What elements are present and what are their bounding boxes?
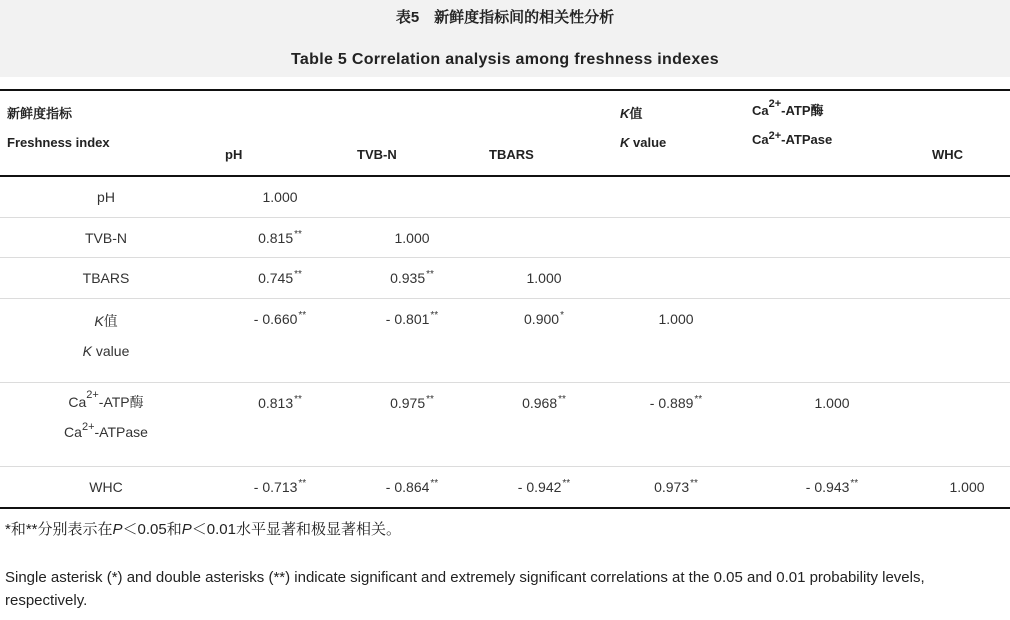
table-cell xyxy=(814,395,849,411)
significance-marker: ** xyxy=(694,394,703,405)
header-index-cn: 新鲜度指标 xyxy=(7,106,73,121)
table-cell xyxy=(254,479,306,495)
footnote-cn-p1: P xyxy=(112,521,123,538)
significance-marker: ** xyxy=(426,394,434,405)
table-cell xyxy=(806,479,858,495)
header-col-ca-cn xyxy=(752,100,824,119)
table-title-cn: 表5 新鲜度指标间的相关性分析 xyxy=(395,9,615,26)
footnote-cn-mid: ＜0.05和 xyxy=(122,521,182,538)
table-cell xyxy=(262,189,297,205)
cell-value: 0.815 xyxy=(258,230,294,246)
cell-value: 0.975 xyxy=(390,395,426,411)
row-label-ca-en-pre: Ca xyxy=(64,424,82,440)
table-cell xyxy=(650,395,702,411)
cell-value: 0.900 xyxy=(524,311,560,327)
row-label-ca-cn xyxy=(68,389,144,412)
row-divider xyxy=(0,217,1010,218)
significance-marker: ** xyxy=(430,310,439,321)
cell-value: - 0.864 xyxy=(385,479,430,495)
table-cell xyxy=(526,270,561,286)
table-title-en: Table 5 Correlation analysis among freshness indexes xyxy=(291,51,719,68)
header-col-ca-cn-pre: Ca xyxy=(752,103,769,118)
cell-value: 1.000 xyxy=(949,479,985,495)
header-col-ph: pH xyxy=(225,147,243,162)
header-col-k-cn-rest: 值 xyxy=(629,106,643,121)
row-label-ca-en-sup: 2+ xyxy=(81,421,95,433)
cell-value: 0.813 xyxy=(258,395,294,411)
row-divider xyxy=(0,257,1010,258)
row-divider xyxy=(0,466,1010,467)
row-label-ph: pH xyxy=(97,189,115,205)
cell-value: - 0.942 xyxy=(517,479,562,495)
footnote-cn-post: ＜0.01水平显著和极显著相关。 xyxy=(191,521,401,538)
row-label-k-en-rest: value xyxy=(91,343,130,359)
significance-marker: ** xyxy=(294,269,302,280)
row-label-k-en-symbol: K xyxy=(82,343,92,359)
cell-value: - 0.801 xyxy=(385,311,430,327)
header-col-k-cn-symbol: K xyxy=(620,106,630,121)
table-title-band xyxy=(0,0,1010,77)
table-cell xyxy=(386,311,438,327)
row-label-tbars: TBARS xyxy=(82,270,130,286)
table-cell xyxy=(522,395,566,411)
footnote-cn-p2: P xyxy=(181,521,192,538)
header-index-en: Freshness index xyxy=(7,135,110,150)
table-header-rule xyxy=(0,175,1010,177)
footnote-en: Single asterisk (*) and double asterisks (**) indicate significant and extremely significant correlations at the 0.05 and 0.01 probability levels, respectively. xyxy=(5,569,925,609)
header-col-k-cn xyxy=(620,103,642,122)
table-cell xyxy=(258,270,302,286)
table-cell xyxy=(654,479,698,495)
header-col-ca-cn-sup: 2+ xyxy=(768,98,782,110)
footnote-cn-pre: *和**分别表示在 xyxy=(5,521,113,538)
row-label-ca-en xyxy=(64,421,148,440)
header-col-whc: WHC xyxy=(932,147,964,162)
header-col-tvbn: TVB-N xyxy=(357,147,397,162)
table-cell xyxy=(254,311,306,327)
header-col-ca-en-sup: 2+ xyxy=(768,130,782,142)
cell-value: 1.000 xyxy=(814,395,850,411)
header-col-k-en-rest: value xyxy=(629,135,667,150)
footnote-cn xyxy=(5,518,401,539)
table-bottom-rule xyxy=(0,507,1010,509)
significance-marker: ** xyxy=(850,478,859,489)
table-cell xyxy=(386,479,438,495)
row-label-ca-cn-sup: 2+ xyxy=(86,389,99,401)
table-cell xyxy=(518,479,570,495)
cell-value: 0.973 xyxy=(654,479,690,495)
cell-value: - 0.943 xyxy=(805,479,850,495)
row-label-ca-cn-pre: Ca xyxy=(68,394,87,410)
significance-marker: ** xyxy=(298,310,307,321)
cell-value: 1.000 xyxy=(394,230,430,246)
table-cell xyxy=(390,395,434,411)
table-cell xyxy=(258,230,302,246)
significance-marker: ** xyxy=(294,229,302,240)
cell-value: 1.000 xyxy=(262,189,298,205)
cell-value: 0.935 xyxy=(390,270,426,286)
cell-value: 1.000 xyxy=(526,270,562,286)
cell-value: 0.968 xyxy=(522,395,558,411)
significance-marker: ** xyxy=(298,478,307,489)
cell-value: - 0.713 xyxy=(253,479,298,495)
table-cell xyxy=(949,479,984,495)
row-label-tvbn: TVB-N xyxy=(85,230,127,246)
row-label-ca-en-post: -ATPase xyxy=(94,424,148,440)
header-col-tbars: TBARS xyxy=(489,147,534,162)
table-top-rule xyxy=(0,89,1010,91)
significance-marker: * xyxy=(560,310,564,321)
table-cell xyxy=(524,311,564,327)
row-divider xyxy=(0,298,1010,299)
row-label-k-en xyxy=(83,343,130,359)
significance-marker: ** xyxy=(558,394,566,405)
row-label-k-cn xyxy=(94,311,117,331)
row-label-whc: WHC xyxy=(89,479,123,495)
row-label-k-cn-rest: 值 xyxy=(103,313,118,329)
significance-marker: ** xyxy=(690,478,698,489)
cell-value: 1.000 xyxy=(658,311,694,327)
cell-value: - 0.660 xyxy=(253,311,298,327)
table-cell xyxy=(394,230,429,246)
cell-value: 0.745 xyxy=(258,270,294,286)
significance-marker: ** xyxy=(430,478,439,489)
header-col-ca-en-post: -ATPase xyxy=(781,132,833,147)
header-col-k-en xyxy=(620,135,666,150)
row-label-ca-cn-post: -ATP酶 xyxy=(98,394,144,410)
significance-marker: ** xyxy=(426,269,434,280)
table-cell xyxy=(390,270,434,286)
significance-marker: ** xyxy=(294,394,302,405)
row-label-k-cn-symbol: K xyxy=(94,313,104,329)
header-col-ca-cn-post: -ATP酶 xyxy=(781,103,824,118)
header-col-k-en-symbol: K xyxy=(620,135,630,150)
row-divider xyxy=(0,382,1010,383)
table-cell xyxy=(658,311,693,327)
header-col-ca-en xyxy=(752,132,832,147)
header-col-ca-en-pre: Ca xyxy=(752,132,769,147)
table-cell xyxy=(258,395,302,411)
significance-marker: ** xyxy=(562,478,571,489)
cell-value: - 0.889 xyxy=(649,395,694,411)
